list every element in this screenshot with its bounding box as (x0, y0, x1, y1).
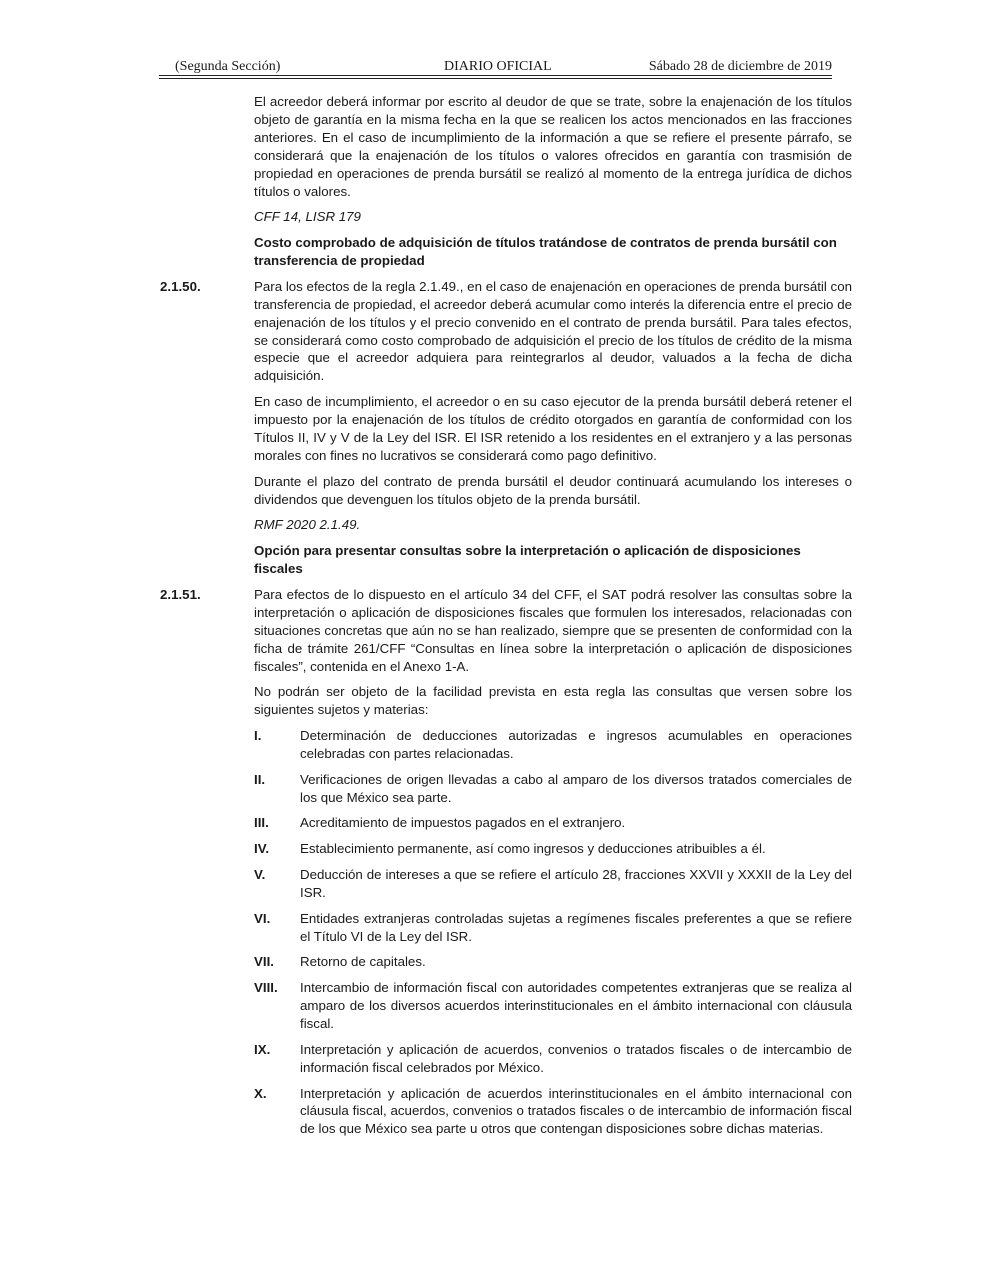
rule-number (160, 234, 254, 270)
document-block (160, 234, 852, 270)
list-numeral: I. (254, 728, 262, 743)
exclusions-list (160, 727, 852, 1138)
rule-number (160, 473, 254, 509)
list-item-text: Interpretación y aplicación de acuerdos, convenios o tratados fiscales o de intercambio de información fiscal celebrados por México. (300, 1041, 852, 1075)
document-block (160, 683, 852, 719)
paragraph: Para efectos de lo dispuesto en el artículo 34 del CFF, el SAT podrá resolver las consultas sobre la interpretación o aplicación de disposiciones fiscales que formulen los interesados, relacionadas con situaciones concretas que aún no se han realizado, siempre que se presenten de conformidad con la ficha de trámite 261/CFF “Consultas en línea sobre la interpretación o aplicación de disposiciones fiscales”, contenida en el Anexo 1-A. (254, 586, 852, 674)
legal-reference: RMF 2020 2.1.49. (254, 517, 361, 533)
list-item-text: Acreditamiento de impuestos pagados en el extranjero. (300, 815, 626, 831)
paragraph: Durante el plazo del contrato de prenda bursátil el deudor continuará acumulando los intereses o dividendos que devenguen los títulos objeto de la prenda bursátil. (254, 473, 852, 507)
list-numeral: IX. (254, 1041, 271, 1057)
document-block (160, 542, 852, 578)
list-numeral: IV. (254, 841, 270, 857)
list-item-text: Retorno de capitales. (300, 954, 426, 970)
list-item (160, 910, 852, 946)
list-item (160, 814, 852, 832)
header-rule-top (159, 75, 832, 76)
document-block (160, 208, 852, 226)
list-item (160, 771, 852, 807)
header-rule-bottom (159, 78, 832, 79)
rule-number (160, 93, 254, 200)
list-item-text: Determinación de deducciones autorizadas e ingresos acumulables en operaciones celebradas con partes relacionadas. (300, 728, 852, 761)
document-block (160, 93, 852, 200)
list-item (160, 1085, 852, 1139)
list-numeral: VI. (254, 910, 271, 926)
rule-number (160, 516, 254, 534)
list-numeral: X. (254, 1085, 267, 1101)
document-body (160, 93, 852, 1146)
paragraph: No podrán ser objeto de la facilidad prevista en esta regla las consultas que versen sobre los siguientes sujetos y materias: (254, 684, 852, 718)
list-numeral: VIII. (254, 980, 278, 996)
list-numeral: II. (254, 771, 266, 787)
list-item (160, 840, 852, 858)
list-item (160, 1041, 852, 1077)
paragraph: Para los efectos de la regla 2.1.49., en el caso de enajenación en operaciones de prenda bursátil con transferencia de propiedad, el acreedor deberá acumular como interés la diferencia entre el precio de enajenación de los títulos y el precio convenido en el contrato de prenda bursátil. Para tales efectos, se considerará como costo comprobado de adquisición el precio de los títulos de crédito de la misma especie que el acreedor adquiera para reintegrarlos al deudor, valuados a la fecha de dicha adquisición. (254, 278, 852, 384)
list-item-text: Intercambio de información fiscal con autoridades competentes extranjeras que se realiza al amparo de los diversos acuerdos interinstitucionales en el ámbito internacional con cláusula fiscal. (300, 980, 852, 1032)
rule-title: Costo comprobado de adquisición de títulos tratándose de contratos de prenda bursátil con transferencia de propiedad (254, 235, 837, 269)
rule-number: 2.1.51. (160, 586, 201, 602)
list-numeral: V. (254, 867, 266, 882)
list-item-text: Deducción de intereses a que se refiere el artículo 28, fracciones XXVII y XXXII de la Ley del ISR. (300, 867, 852, 900)
document-block (160, 473, 852, 509)
rule-title: Opción para presentar consultas sobre la interpretación o aplicación de disposiciones fiscales (254, 543, 801, 577)
page-header (159, 57, 832, 77)
header-publication: DIARIO OFICIAL (444, 59, 552, 74)
document-block (160, 278, 852, 385)
rule-number (160, 542, 254, 578)
list-item-text: Interpretación y aplicación de acuerdos interinstitucionales en el ámbito internacional con cláusula fiscal, acuerdos, convenios o tratados fiscales o de intercambio de información fiscal de los que México sea parte u otros que contengan disposiciones sobre dichas materias. (300, 1085, 852, 1137)
paragraph: El acreedor deberá informar por escrito al deudor de que se trate, sobre la enajenación de los títulos objeto de garantía en la misma fecha en la que se realicen los actos mencionados en las fracciones anteriores. En el caso de incumplimiento de la información a que se refiere el presente párrafo, se considerará que la enajenación de los títulos o valores ofrecidos en garantía con trasmisión de propiedad en operaciones de prenda bursátil se realizó al momento de la entrega jurídica de dichos títulos o valores. (254, 94, 852, 199)
rule-blocks (160, 93, 852, 719)
list-item-text: Establecimiento permanente, así como ingresos y deducciones atribuibles a él. (300, 841, 766, 857)
document-block (160, 516, 852, 534)
rule-number (160, 208, 254, 226)
document-block (160, 393, 852, 465)
list-item (160, 953, 852, 971)
list-item (160, 866, 852, 902)
list-numeral: VII. (254, 954, 274, 970)
list-item-text: Verificaciones de origen llevadas a cabo al amparo de los diversos tratados comerciales de los que México sea parte. (300, 771, 852, 805)
header-section: (Segunda Sección) (175, 59, 281, 74)
list-item (160, 979, 852, 1033)
list-item-text: Entidades extranjeras controladas sujetas a regímenes fiscales preferentes a que se refiere el Título VI de la Ley del ISR. (300, 910, 852, 944)
list-item (160, 727, 852, 763)
list-numeral: III. (254, 815, 269, 831)
paragraph: En caso de incumplimiento, el acreedor o en su caso ejecutor de la prenda bursátil deberá retener el impuesto por la enajenación de los títulos de crédito otorgados en garantía de conformidad con los Títulos II, IV y V de la Ley del ISR. El ISR retenido a los residentes en el extranjero y a las personas morales con fines no lucrativos se considerará como pago definitivo. (254, 394, 852, 463)
document-block (160, 586, 852, 676)
header-date: Sábado 28 de diciembre de 2019 (648, 59, 832, 74)
rule-number: 2.1.50. (160, 278, 201, 294)
rule-number (160, 393, 254, 465)
legal-reference: CFF 14, LISR 179 (254, 209, 361, 225)
rule-number (160, 683, 254, 719)
